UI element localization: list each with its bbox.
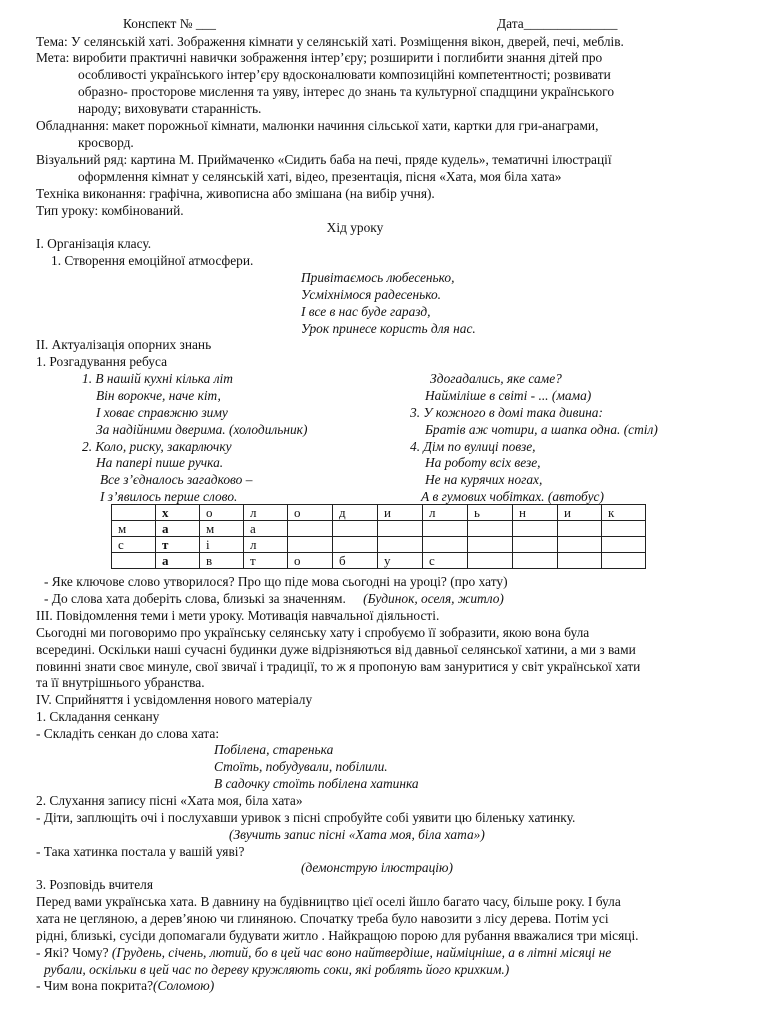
- riddle-right-line: 4. Дім по вулиці повзе,: [410, 439, 536, 454]
- riddle-right-line: Здогадались, яке саме?: [430, 371, 562, 386]
- riddle-left-line: На папері пише ручка.: [96, 455, 224, 470]
- date-field: Дата______________: [497, 16, 618, 31]
- answer-grid-cell: [602, 537, 646, 553]
- riddle-left-line: Все з’єдналось загадково –: [100, 472, 253, 487]
- months-question-text: - Які? Чому?: [36, 945, 109, 960]
- equipment-line-1: Обладнання: макет порожньої кімнати, малюнки начиння сільської хати, картки для гри-анаграми,: [36, 118, 599, 133]
- answer-grid-cell: н: [513, 505, 558, 521]
- poem-line: Привітаємось любесенько,: [301, 270, 455, 285]
- answer-grid-cell: [288, 537, 333, 553]
- question-key-word: - Яке ключове слово утворилося? Про що піде мова сьогодні на уроці? (про хату): [44, 574, 508, 589]
- riddle-right-line: На роботу всіх везе,: [425, 455, 541, 470]
- answer-grid-cell: т: [244, 553, 288, 569]
- section-4-item-3: 3. Розповідь вчителя: [36, 877, 154, 892]
- answer-grid-cell: а: [156, 521, 200, 537]
- technique-line: Техніка виконання: графічна, живописна або змішана (на вибір учня).: [36, 186, 435, 201]
- section-3-paragraph-line: Сьогодні ми поговоримо про українську селянську хату і спробуємо її зобразити, якою вона була: [36, 625, 590, 640]
- answer-grid-cell: а: [244, 521, 288, 537]
- section-4-item-1: 1. Складання сенкану: [36, 709, 160, 724]
- answer-grid-cell: ь: [468, 505, 513, 521]
- answer-grid-cell: у: [378, 553, 423, 569]
- answer-grid-cell: с: [423, 553, 468, 569]
- riddle-right-line: 3. У кожного в домі така дивина:: [410, 405, 603, 420]
- senkan-line: В садочку стоїть побілена хатинка: [214, 776, 419, 791]
- section-4-item-2: 2. Слухання запису пісні «Хата моя, біла хата»: [36, 793, 303, 808]
- answer-grid-cell: к: [602, 505, 646, 521]
- answer-grid-cell: [468, 521, 513, 537]
- song-playback-note: (Звучить запис пісні «Хата моя, біла хата»): [229, 827, 485, 842]
- answer-grid-cell: о: [288, 505, 333, 521]
- answer-grid-cell: л: [423, 505, 468, 521]
- answer-grid-cell: [112, 505, 156, 521]
- riddle-right-line: Братів аж чотири, а шапка одна. (стіл): [425, 422, 658, 437]
- answer-grid-cell: т: [156, 537, 200, 553]
- section-4-item-1-question: - Складіть сенкан до слова хата:: [36, 726, 220, 741]
- visual-line-2: оформлення кімнат у селянській хаті, відео, презентація, пісня «Хата, моя біла хата»: [78, 169, 562, 184]
- section-3-paragraph-line: повинні знати своє минуле, свої звичаї і традиції, то ж я пропоную вам зануритися у світ української хати: [36, 659, 641, 674]
- question-synonyms-answer: (Будинок, оселя, житло): [363, 591, 504, 606]
- section-2-title: II. Актуалізація опорних знань: [36, 337, 212, 352]
- teacher-story-line: рідні, близькі, сусіди допомагали будувати житло . Найкращою порою для рубання вважалися три місяці.: [36, 928, 639, 943]
- answer-grid-cell: [558, 553, 602, 569]
- question-synonyms-text: - До слова хата доберіть слова, близькі за значенням.: [44, 591, 346, 606]
- answer-grid-cell: м: [112, 521, 156, 537]
- riddle-left-line: І з’явилось перше слово.: [100, 489, 238, 504]
- section-1-item-1: 1. Створення емоційної атмосфери.: [51, 253, 254, 268]
- goal-line-3: образно- просторове мислення та уяву, інтерес до знань та культурної спадщини українського: [78, 84, 615, 99]
- teacher-story-line: хата не цегляною, а дерев’яною чи глиняною. Спочатку треба було навозити з лісу дерева. Потім усі: [36, 911, 609, 926]
- equipment-line-2: кросворд.: [78, 135, 134, 150]
- riddle-right-line: Найміліше в світі - ... (мама): [425, 388, 592, 403]
- answer-grid-row: [112, 505, 646, 521]
- answer-grid-cell: о: [288, 553, 333, 569]
- answer-grid-cell: м: [200, 521, 244, 537]
- riddle-right-line: Не на курячих ногах,: [425, 472, 543, 487]
- answer-grid-cell: [558, 537, 602, 553]
- answer-grid: [111, 504, 646, 569]
- answer-grid-cell: [468, 537, 513, 553]
- answer-grid-cell: [423, 521, 468, 537]
- answer-grid-cell: [602, 553, 646, 569]
- answer-grid-cell: в: [200, 553, 244, 569]
- answer-grid-cell: и: [378, 505, 423, 521]
- section-1-title: I. Організація класу.: [36, 236, 152, 251]
- months-answer-continued: рубали, оскільки в цей час по дереву кружляють соки, які роблять його крихким.): [44, 962, 510, 977]
- answer-grid-cell: х: [156, 505, 200, 521]
- answer-grid-cell: [333, 537, 378, 553]
- answer-grid-cell: б: [333, 553, 378, 569]
- answer-grid-cell: д: [333, 505, 378, 521]
- section-3-paragraph-line: всередині. Оскільки наші сучасні будинки дуже відрізняються від давньої селянської хатини, а ми з вами: [36, 642, 636, 657]
- konspekt-number: Конспект № ___: [123, 16, 216, 31]
- answer-grid-cell: и: [558, 505, 602, 521]
- lesson-type-line: Тип уроку: комбінований.: [36, 203, 184, 218]
- goal-line-4: народу; виховувати старанність.: [78, 101, 262, 116]
- answer-grid-row: [112, 553, 646, 569]
- answer-grid-cell: [378, 521, 423, 537]
- goal-line-1: Мета: виробити практичні навички зображення інтер’єру; розширити і поглибити знання дітей про: [36, 50, 603, 65]
- section-4-item-2-question: - Така хатинка постала у вашій уяві?: [36, 844, 245, 859]
- months-answer: (Грудень, січень, лютий, бо в цей час воно найтвердіше, найміцніше, а в літні місяці не: [108, 945, 612, 960]
- section-4-title: IV. Сприйняття і усвідомлення нового матеріалу: [36, 692, 313, 707]
- senkan-line: Побілена, старенька: [214, 742, 334, 757]
- section-2-item-1: 1. Розгадування ребуса: [36, 354, 168, 369]
- poem-line: Усміхнімося радесенько.: [301, 287, 441, 302]
- teacher-story-line: Перед вами українська хата. В давнину на будівництво цієї оселі йшло багато часу, більше року. І була: [36, 894, 621, 909]
- answer-grid-cell: л: [244, 505, 288, 521]
- riddle-left-line: Він ворокче, наче кіт,: [96, 388, 221, 403]
- answer-grid-cell: [468, 553, 513, 569]
- topic-line: Тема: У селянській хаті. Зображення кімнати у селянській хаті. Розміщення вікон, дверей, печі, меблів.: [36, 34, 624, 49]
- illustration-note: (демонструю ілюстрацію): [301, 860, 453, 875]
- answer-grid-cell: [423, 537, 468, 553]
- answer-grid-cell: [602, 521, 646, 537]
- answer-grid-row: [112, 521, 646, 537]
- answer-grid-cell: [112, 553, 156, 569]
- section-3-paragraph-line: та її внутрішнього убранства.: [36, 675, 205, 690]
- answer-grid-cell: [513, 553, 558, 569]
- senkan-line: Стоїть, побудували, побілили.: [214, 759, 388, 774]
- answer-grid-cell: [378, 537, 423, 553]
- riddle-right-line: А в гумових чобітках. (автобус): [421, 489, 604, 504]
- lesson-course-heading: Хід уроку: [326, 220, 384, 235]
- answer-grid-cell: л: [244, 537, 288, 553]
- goal-line-2: особливості українського інтер’єру вдосконалювати композиційні компетентності; розвивати: [78, 67, 611, 82]
- answer-grid-cell: о: [200, 505, 244, 521]
- answer-grid-cell: [513, 537, 558, 553]
- poem-line: Урок принесе користь для нас.: [301, 321, 476, 336]
- riddle-left-line: І ховає справжню зиму: [96, 405, 228, 420]
- poem-line: І все в нас буде гаразд,: [301, 304, 431, 319]
- riddle-left-line: 2. Коло, риску, закарлючку: [82, 439, 232, 454]
- riddle-left-line: За надійними дверима. (холодильник): [96, 422, 308, 437]
- roof-question-text: - Чим вона покрита?: [36, 978, 154, 993]
- question-synonyms: [44, 591, 504, 608]
- answer-grid-cell: [288, 521, 333, 537]
- section-4-item-2-instruction: - Діти, заплющіть очі і послухавши уривок з пісні спробуйте собі уявити цю біленьку хатинку.: [36, 810, 576, 825]
- section-3-title: III. Повідомлення теми і мети уроку. Мотивація навчальної діяльності.: [36, 608, 440, 623]
- roof-question: [36, 978, 214, 995]
- answer-grid-cell: а: [156, 553, 200, 569]
- answer-grid-cell: [333, 521, 378, 537]
- roof-answer: (Соломою): [153, 978, 215, 993]
- visual-line-1: Візуальний ряд: картина М. Приймаченко «Сидить баба на печі, пряде кудель», тематичні ілюстрації: [36, 152, 612, 167]
- answer-grid-cell: с: [112, 537, 156, 553]
- answer-grid-row: [112, 537, 646, 553]
- answer-grid-cell: [513, 521, 558, 537]
- answer-grid-cell: і: [200, 537, 244, 553]
- answer-grid-cell: [558, 521, 602, 537]
- riddle-left-line: 1. В нашій кухні кілька літ: [82, 371, 233, 386]
- months-question: [36, 945, 611, 962]
